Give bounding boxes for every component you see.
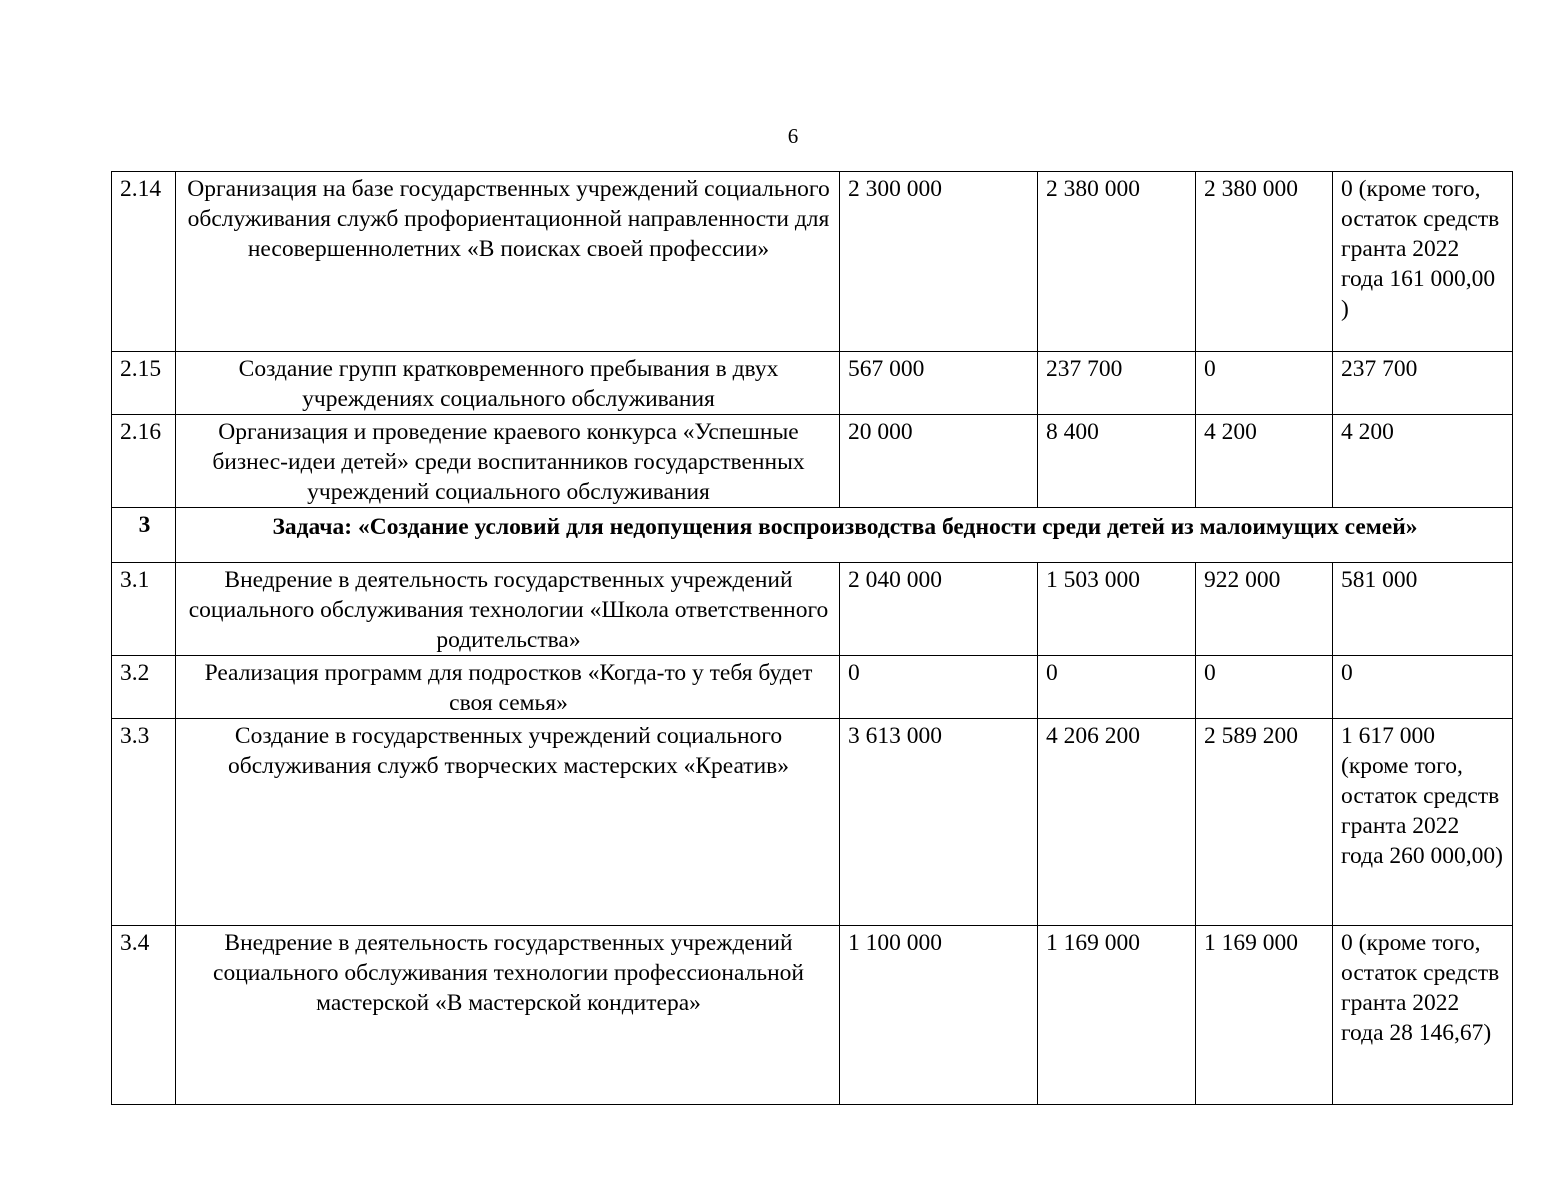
task-number: 3 [112, 508, 176, 563]
measure-title: Создание групп кратковременного пребывания в двух учреждениях социального обслуживания [176, 352, 840, 415]
amount-cell: 567 000 [840, 352, 1038, 415]
row-number: 3.2 [112, 656, 176, 719]
amount-cell: 4 200 [1333, 415, 1513, 508]
amount-cell: 237 700 [1038, 352, 1196, 415]
measure-title: Организация и проведение краевого конкурса «Успешные бизнес-идеи детей» среди воспитанников государственных учреждений социального обслуживания [176, 415, 840, 508]
measure-title: Реализация программ для подростков «Когда-то у тебя будет своя семья» [176, 656, 840, 719]
amount-cell: 581 000 [1333, 563, 1513, 656]
amount-cell: 1 169 000 [1038, 926, 1196, 1105]
measure-title: Внедрение в деятельность государственных учреждений социального обслуживания технологии «Школа ответственного родительства» [176, 563, 840, 656]
measure-title: Организация на базе государственных учреждений социального обслуживания служб профориентационной направленности для несовершеннолетних «В поисках своей профессии» [176, 172, 840, 352]
row-number: 2.14 [112, 172, 176, 352]
task-row [112, 508, 1513, 563]
amount-cell: 20 000 [840, 415, 1038, 508]
amount-cell: 2 380 000 [1038, 172, 1196, 352]
task-title: Задача: «Создание условий для недопущения воспроизводства бедности среди детей из малоимущих семей» [176, 508, 1513, 563]
measures-table [111, 171, 1513, 1105]
amount-cell: 922 000 [1196, 563, 1333, 656]
amount-cell: 0 [1196, 656, 1333, 719]
measure-title: Создание в государственных учреждений социального обслуживания служб творческих мастерских «Креатив» [176, 719, 840, 926]
amount-cell: 0 [1196, 352, 1333, 415]
amount-cell: 237 700 [1333, 352, 1513, 415]
table-row [112, 352, 1513, 415]
table-row [112, 563, 1513, 656]
amount-cell: 2 040 000 [840, 563, 1038, 656]
amount-cell: 1 617 000 (кроме того, остаток средств гранта 2022 года 260 000,00) [1333, 719, 1513, 926]
row-number: 3.1 [112, 563, 176, 656]
amount-cell: 0 [1038, 656, 1196, 719]
amount-cell: 0 [1333, 656, 1513, 719]
amount-cell: 0 (кроме того, остаток средств гранта 2022 года 28 146,67) [1333, 926, 1513, 1105]
amount-cell: 4 200 [1196, 415, 1333, 508]
amount-cell: 2 589 200 [1196, 719, 1333, 926]
row-number: 2.15 [112, 352, 176, 415]
amount-cell: 8 400 [1038, 415, 1196, 508]
table-row [112, 926, 1513, 1105]
amount-cell: 2 300 000 [840, 172, 1038, 352]
amount-cell: 1 169 000 [1196, 926, 1333, 1105]
amount-cell: 1 100 000 [840, 926, 1038, 1105]
amount-cell: 3 613 000 [840, 719, 1038, 926]
measure-title: Внедрение в деятельность государственных учреждений социального обслуживания технологии профессиональной мастерской «В мастерской кондитера» [176, 926, 840, 1105]
page-number: 6 [787, 124, 799, 148]
table-row [112, 415, 1513, 508]
amount-cell: 0 (кроме того, остаток средств гранта 2022 года 161 000,00 ) [1333, 172, 1513, 352]
table-row [112, 656, 1513, 719]
amount-cell: 1 503 000 [1038, 563, 1196, 656]
row-number: 3.4 [112, 926, 176, 1105]
table-row [112, 719, 1513, 926]
amount-cell: 2 380 000 [1196, 172, 1333, 352]
amount-cell: 0 [840, 656, 1038, 719]
amount-cell: 4 206 200 [1038, 719, 1196, 926]
row-number: 2.16 [112, 415, 176, 508]
table-row [112, 172, 1513, 352]
row-number: 3.3 [112, 719, 176, 926]
